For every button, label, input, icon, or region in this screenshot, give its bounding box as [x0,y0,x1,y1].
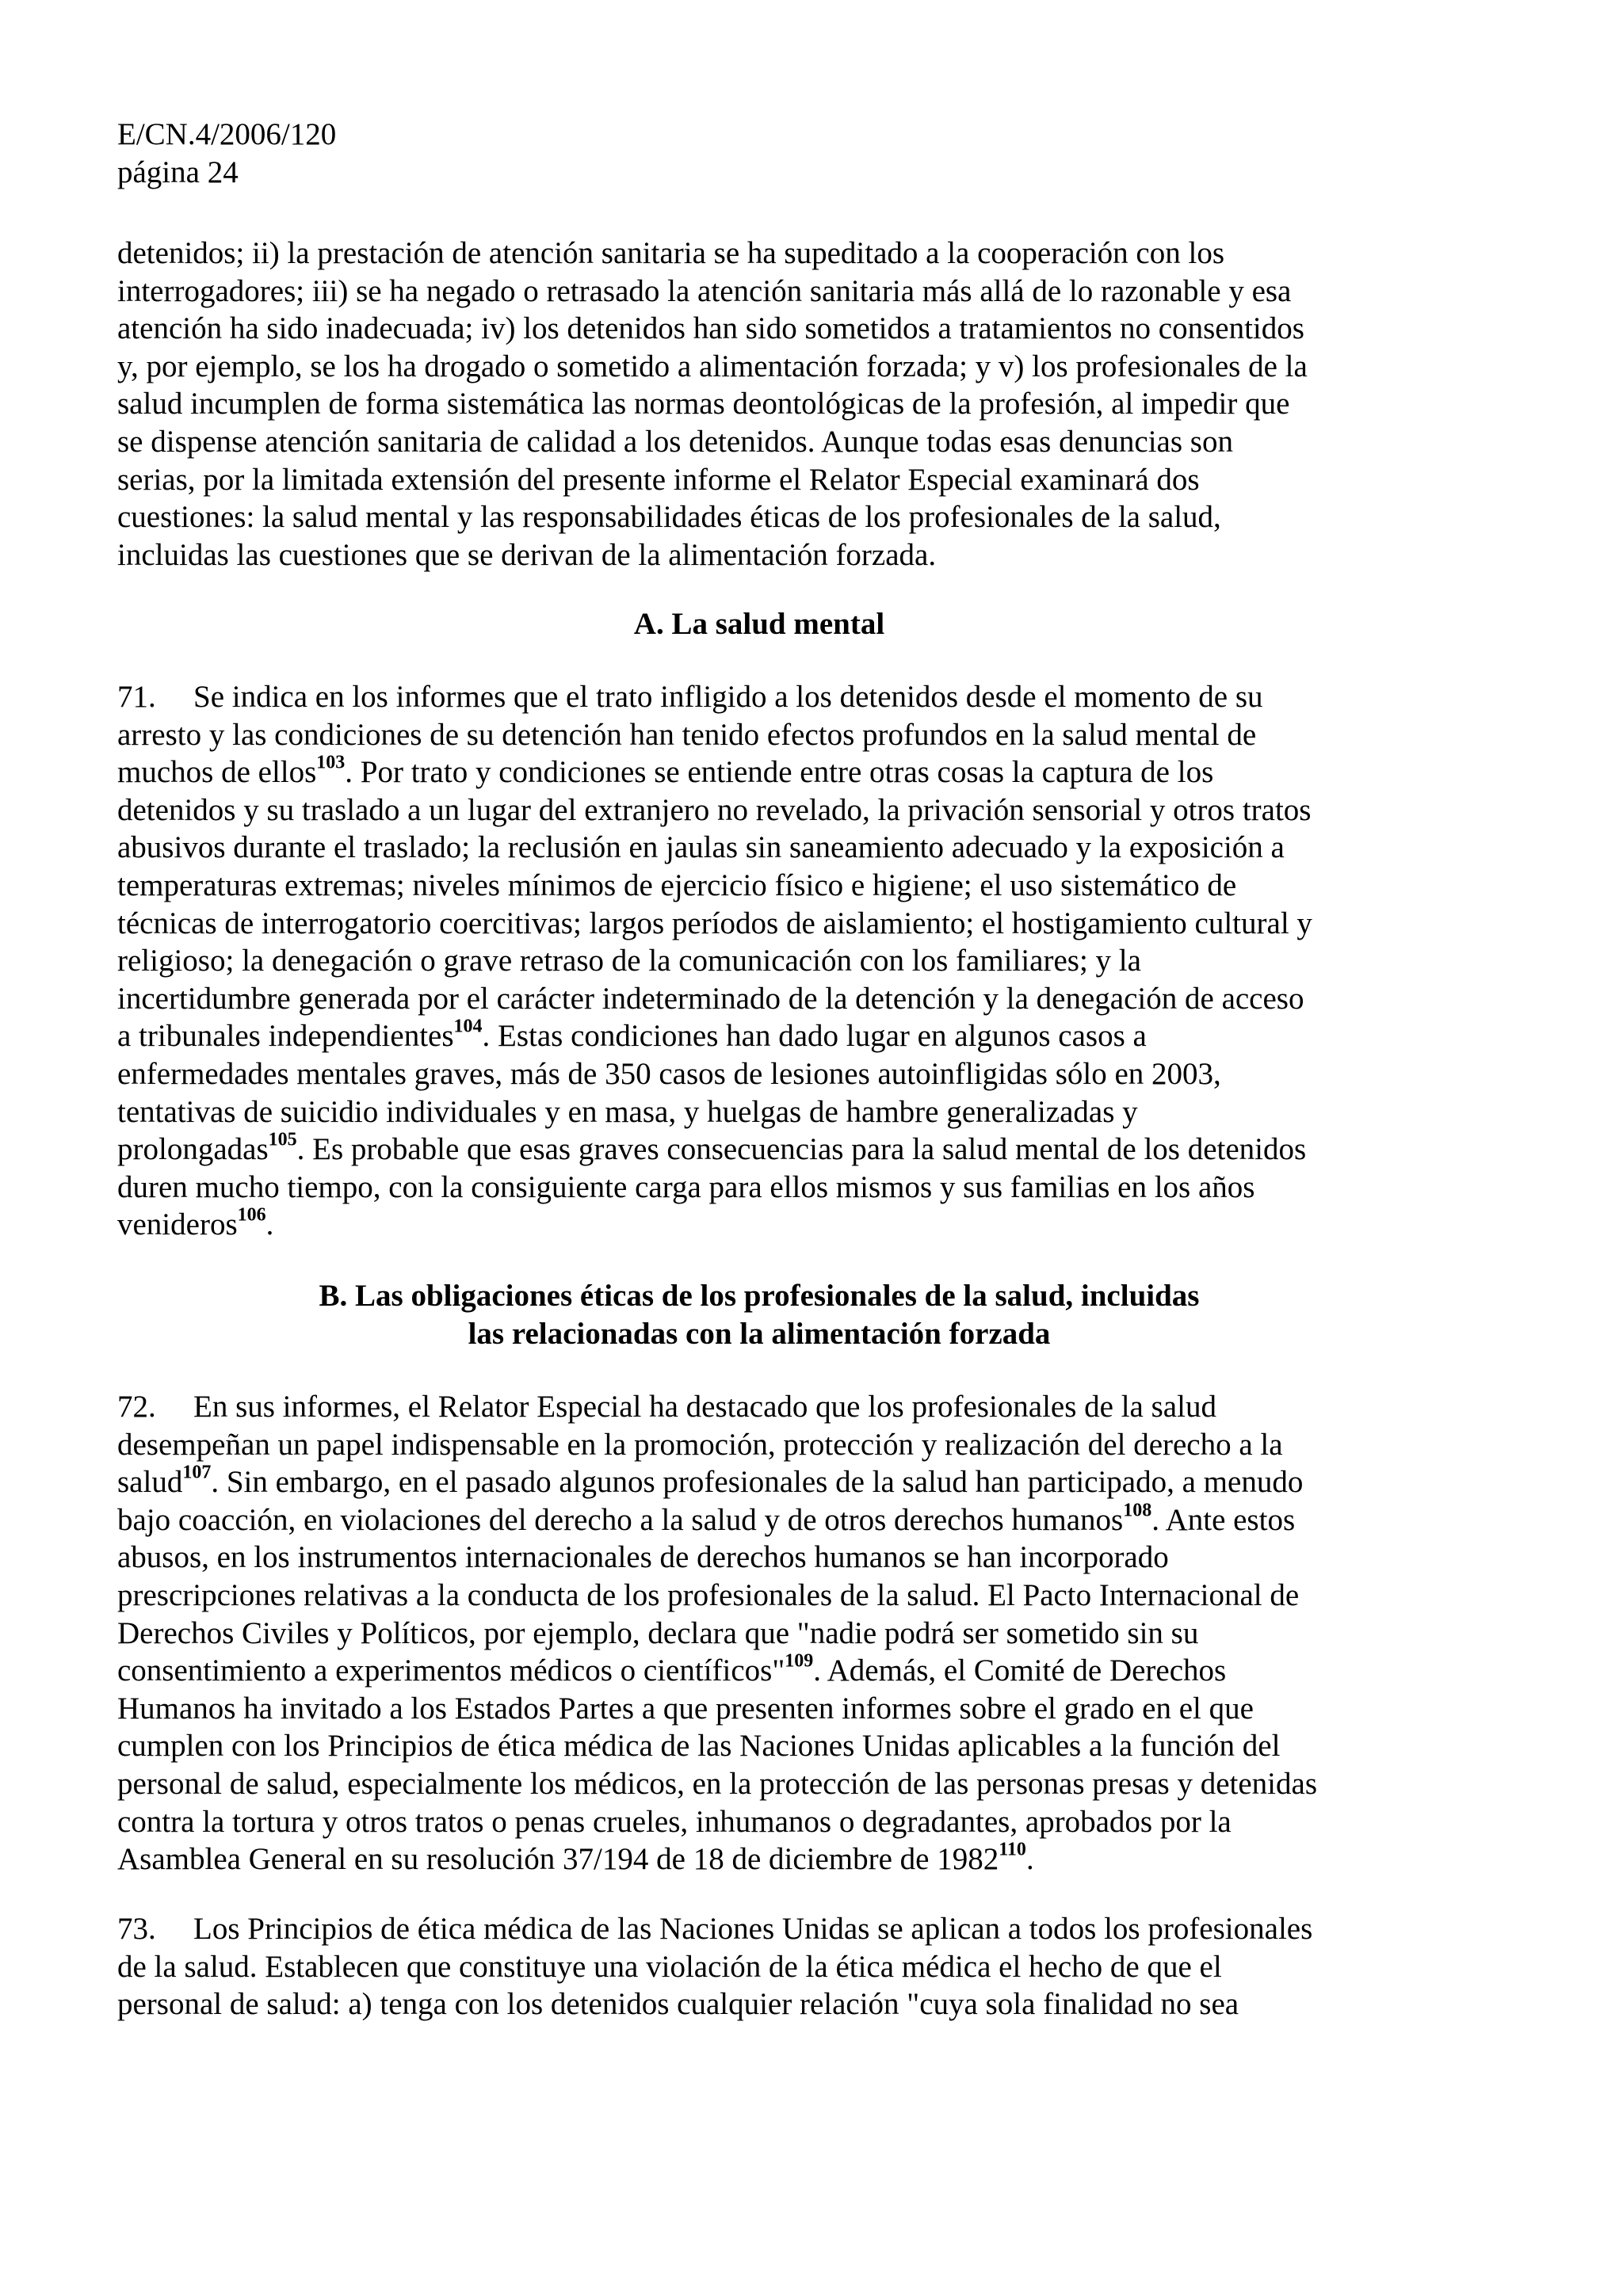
text-line: Derechos Civiles y Políticos, por ejemplo, declara que "nadie podrá ser sometido sin su [117,1615,1199,1650]
text-line: técnicas de interrogatorio coercitivas; largos períodos de aislamiento; el hostigamiento cultural y [117,906,1312,940]
paragraph-73 [117,1910,1401,2023]
text-line: atención ha sido inadecuada; iv) los detenidos han sido sometidos a tratamientos no consentidos [117,311,1304,346]
text-line: salud$^{107}$. Sin embargo, en el pasado algunos profesionales de la salud han participado, a menudo [117,1462,1304,1500]
text-line: contra la tortura y otros tratos o penas crueles, inhumanos o degradantes, aprobados por la [117,1804,1232,1839]
text-line: personal de salud, especialmente los médicos, en la protección de las personas presas y detenidas [117,1766,1317,1801]
heading-text: A. La salud mental [633,607,885,641]
text-line: venideros$^{106}$. [117,1205,274,1242]
text-line: cuestiones: la salud mental y las responsabilidades éticas de los profesionales de la salud, [117,500,1221,535]
paragraph-intro [117,235,1401,574]
text-line: interrogadores; iii) se ha negado o retrasado la atención sanitaria más allá de lo razonable y esa [117,273,1292,308]
text-line: 73. Los Principios de ética médica de las Naciones Unidas se aplican a todos los profesionales [117,1910,1401,1948]
document-header [117,116,336,192]
document-symbol: E/CN.4/2006/120 [117,117,337,151]
paragraph-72 [117,1388,1401,1878]
text-line: 72. En sus informes, el Relator Especial ha destacado que los profesionales de la salud [117,1388,1401,1426]
text-line: consentimiento a experimentos médicos o científicos"$^{109}$. Además, el Comité de Derechos [117,1650,1227,1688]
heading-text-line: B. Las obligaciones éticas de los profesionales de la salud, incluidas [319,1279,1200,1313]
paragraph-number: 71. [117,680,156,714]
heading-text-line: las relacionadas con la alimentación forzada [468,1317,1051,1351]
text-line: prolongadas$^{105}$. Es probable que esas graves consecuencias para la salud mental de los detenidos [117,1129,1307,1167]
text-line: tentativas de suicidio individuales y en masa, y huelgas de hambre generalizadas y [117,1094,1138,1129]
text-line: abusos, en los instrumentos internacionales de derechos humanos se han incorporado [117,1540,1169,1575]
footnote-ref-104: 104 [453,1016,483,1038]
text-line: arresto y las condiciones de su detención han tenido efectos profundos en la salud mental de [117,717,1257,752]
footnote-ref-105: 105 [268,1129,297,1150]
text-line: prescripciones relativas a la conducta de los profesionales de la salud. El Pacto Internacional de [117,1577,1300,1612]
page-number: página 24 [117,155,239,189]
text-line: 71. Se indica en los informes que el trato infligido a los detenidos desde el momento de su [117,678,1401,716]
text-line: incertidumbre generada por el carácter indeterminado de la detención y la denegación de acceso [117,981,1304,1016]
text-line: enfermedades mentales graves, más de 350 casos de lesiones autoinfligidas sólo en 2003, [117,1056,1221,1091]
text-line: Asamblea General en su resolución 37/194 de 18 de diciembre de 1982$^{110}$. [117,1839,1034,1877]
footnote-ref-109: 109 [785,1650,814,1672]
text-line: personal de salud: a) tenga con los detenidos cualquier relación "cuya sola finalidad no sea [117,1987,1239,2022]
text-line: detenidos; ii) la prestación de atención sanitaria se ha supeditado a la cooperación con los [117,236,1224,270]
text-line: Humanos ha invitado a los Estados Partes a que presenten informes sobre el grado en el que [117,1691,1254,1726]
paragraph-71 [117,678,1401,1244]
text-line: bajo coacción, en violaciones del derecho a la salud y de otros derechos humanos$^{108}$. Ante estos [117,1500,1296,1537]
paragraph-number: 73. [117,1912,156,1946]
footnote-ref-103: 103 [316,752,346,773]
text-line: de la salud. Establecen que constituye una violación de la ética médica el hecho de que el [117,1949,1222,1984]
text-line: incluidas las cuestiones que se derivan de la alimentación forzada. [117,537,937,572]
text-line: salud incumplen de forma sistemática las normas deontológicas de la profesión, al impedir que [117,387,1290,421]
footnote-ref-107: 107 [182,1462,212,1483]
text-line: y, por ejemplo, se los ha drogado o sometido a alimentación forzada; y v) los profesionales de la [117,349,1308,383]
text-line: religioso; la denegación o grave retraso de la comunicación con los familiares; y la [117,944,1141,978]
text-line: desempeñan un papel indispensable en la promoción, protección y realización del derecho a la [117,1427,1283,1462]
footnote-ref-106: 106 [237,1205,266,1226]
footnote-ref-108: 108 [1123,1500,1152,1521]
section-heading-b [117,1277,1401,1353]
text-line: se dispense atención sanitaria de calidad a los detenidos. Aunque todas esas denuncias son [117,424,1233,459]
text-line: duren mucho tiempo, con la consiguiente carga para ellos mismos y sus familias en los años [117,1169,1255,1204]
text-line: muchos de ellos$^{103}$. Por trato y condiciones se entiende entre otras cosas la captura de los [117,752,1214,790]
footnote-ref-110: 110 [999,1839,1026,1860]
text-line: temperaturas extremas; niveles mínimos de ejercicio físico e higiene; el uso sistemático de [117,868,1237,902]
text-line: serias, por la limitada extensión del presente informe el Relator Especial examinará dos [117,462,1200,497]
text-line: cumplen con los Principios de ética médica de las Naciones Unidas aplicables a la función del [117,1729,1281,1764]
paragraph-number: 72. [117,1390,156,1424]
text-line: a tribunales independientes$^{104}$. Estas condiciones han dado lugar en algunos casos a [117,1016,1147,1054]
section-heading-a [117,605,1401,643]
text-line: abusivos durante el traslado; la reclusión en jaulas sin saneamiento adecuado y la exposición a [117,830,1285,865]
text-line: detenidos y su traslado a un lugar del extranjero no revelado, la privación sensorial y otros tratos [117,792,1312,827]
